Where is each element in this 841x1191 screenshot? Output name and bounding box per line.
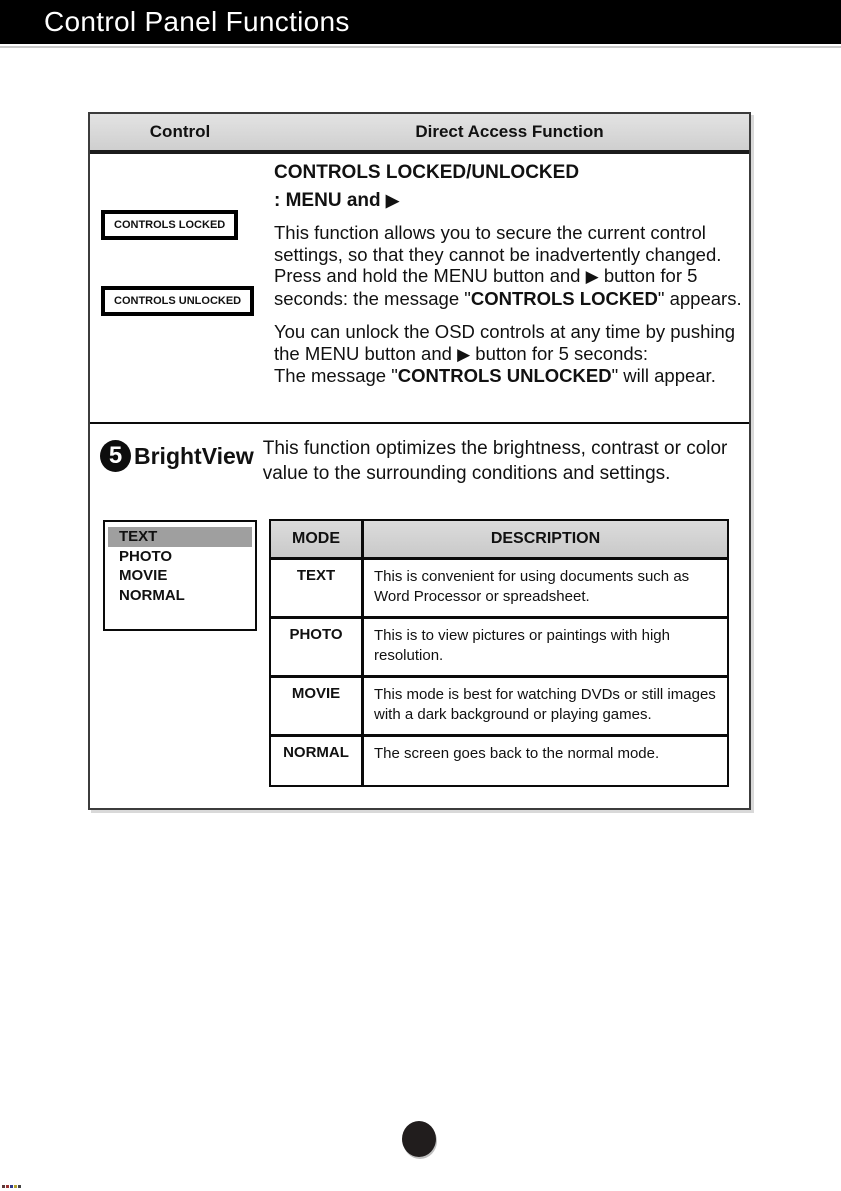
controls-locked-badge: CONTROLS LOCKED [101,210,238,240]
osd-item-normal: NORMAL [119,586,185,604]
controls-unlocked-emphasis: CONTROLS UNLOCKED [397,365,612,386]
feature-description: This function optimizes the brightness, contrast or color value to the surrounding conditions and settings. [262,438,728,484]
paragraph-text: " will appear. [611,365,716,386]
column-header-direct-access: Direct Access Function [415,122,604,141]
description-cell: The screen goes back to the normal mode. [374,745,660,762]
mode-table-header [271,521,727,560]
controls-locked-emphasis: CONTROLS LOCKED [470,287,658,309]
content-frame [88,112,751,810]
paragraph-text: button for 5 seconds: [470,342,649,364]
mode-table-header-mode: MODE [271,521,364,557]
banner-underline [0,46,841,48]
artifact-dot [6,1185,9,1188]
artifact-dot [10,1185,13,1188]
osd-item-movie: MOVIE [119,567,168,584]
description-cell: This mode is best for watching DVDs or still images with a dark background or playing games. [374,686,716,723]
controls-unlocked-badge: CONTROLS UNLOCKED [101,286,254,316]
artifact-dot [2,1185,5,1188]
feature-name: BrightView [134,443,254,469]
page-banner [0,0,841,44]
subheading-text: : MENU and [274,190,386,211]
page-number-dot [402,1121,436,1157]
artifact-dot [14,1185,17,1188]
table-row [271,619,727,678]
table-row [271,560,727,619]
mode-cell: PHOTO [271,619,364,675]
page-title: Control Panel Functions [44,6,350,37]
table-row [271,737,727,785]
right-arrow-icon: ▶ [385,191,399,210]
paragraph-text: " appears. [657,287,742,309]
description-cell: This is convenient for using documents such as Word Processor or spreadsheet. [374,568,690,605]
description-cell: This is to view pictures or paintings with high resolution. [374,627,670,664]
step-number-badge: 5 [100,440,131,472]
mode-description-table [269,519,729,787]
lock-paragraph-2 [274,321,752,387]
mode-cell: TEXT [271,560,364,616]
section-divider [90,422,749,424]
brightview-header-row [100,434,744,486]
lock-paragraph-1 [274,222,752,309]
paragraph-text: This function allows you to secure the current control settings, so that they cannot be inadvertently changed. Press and hold the MENU button and [274,222,722,286]
column-header-row [90,114,749,154]
lock-section-subheading [274,190,752,212]
artifact-dot [18,1185,21,1188]
right-arrow-icon: ▶ [457,344,471,364]
lock-section-heading: CONTROLS LOCKED/UNLOCKED [274,162,580,183]
mode-table-header-description: DESCRIPTION [490,530,601,547]
paragraph-text: You can unlock the OSD controls at any time by pushing the MENU button and [274,321,736,364]
lock-section-text [274,162,752,399]
scan-artifact [2,1185,21,1188]
osd-item-text: TEXT [108,527,252,547]
mode-cell: MOVIE [271,678,364,734]
right-arrow-icon: ▶ [585,267,599,286]
paragraph-text: button for 5 seconds: the message " [274,265,698,309]
osd-menu-illustration [103,520,257,631]
osd-item-photo: PHOTO [119,547,173,565]
table-row [271,678,727,737]
paragraph-text: The message " [274,365,398,386]
mode-cell: NORMAL [271,737,364,785]
column-header-control: Control [149,122,211,141]
